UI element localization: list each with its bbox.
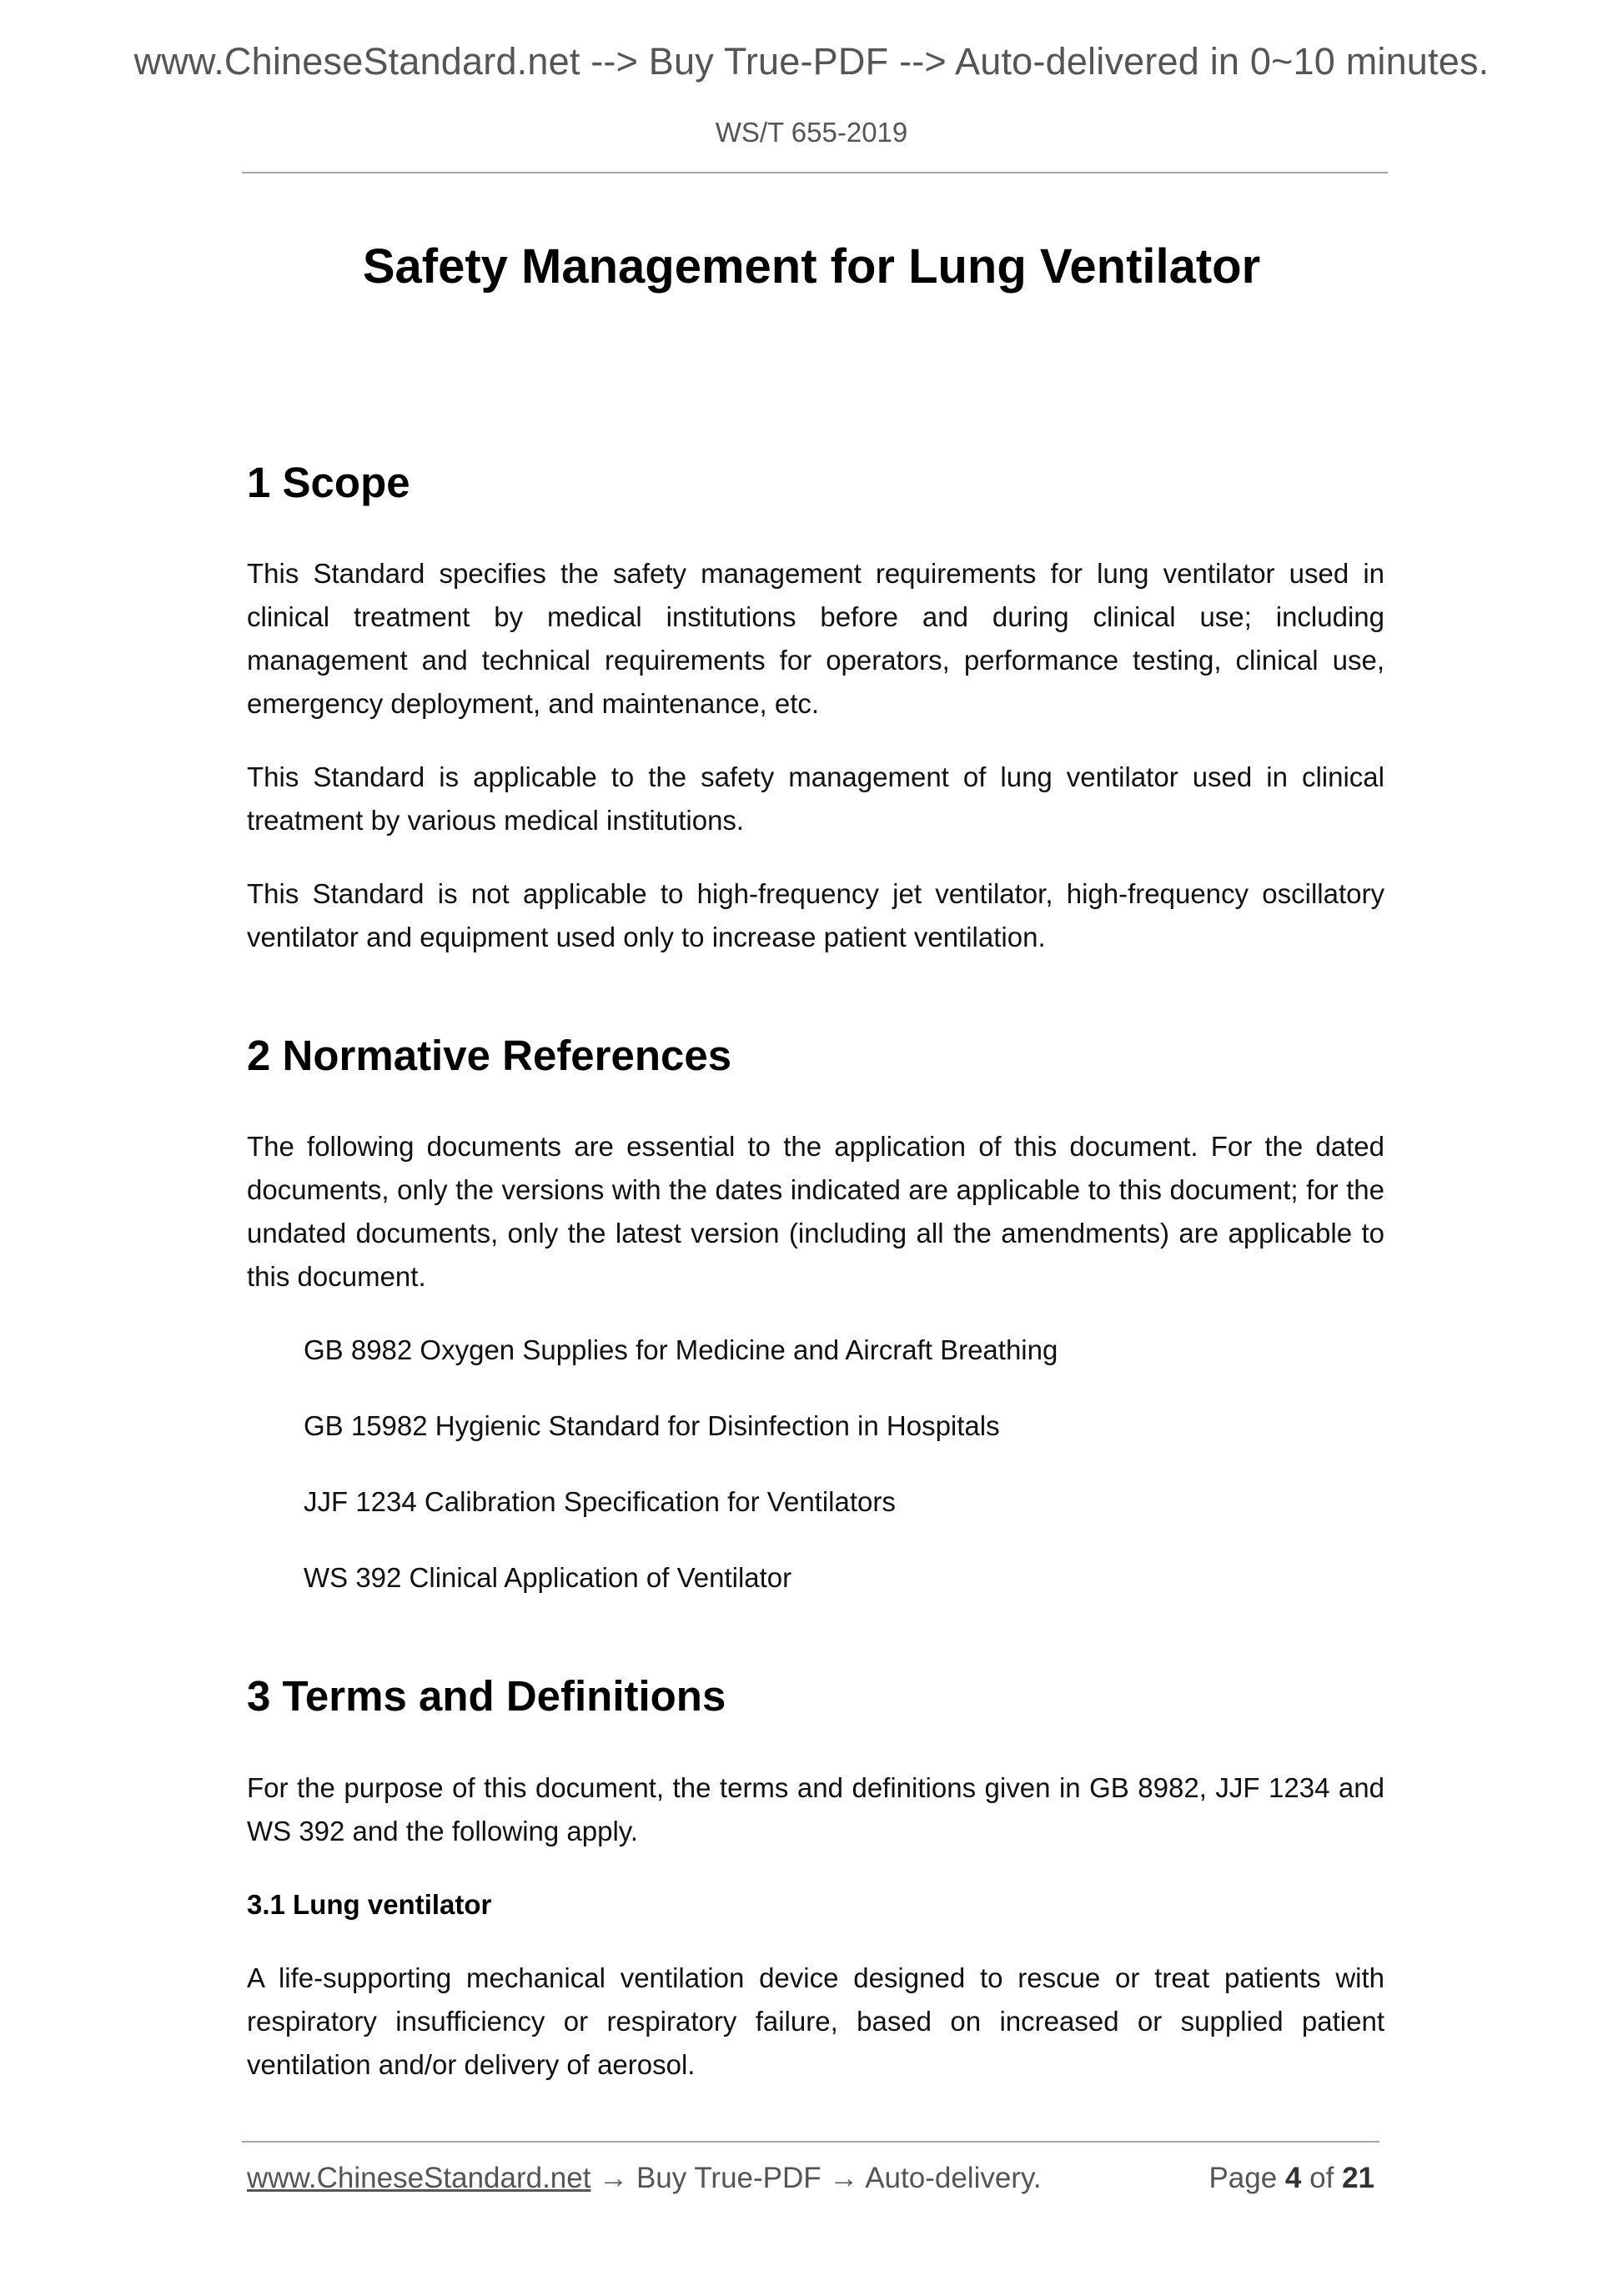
page-current: 4 xyxy=(1284,2162,1302,2194)
footer-buy-text: Buy True-PDF xyxy=(636,2162,822,2194)
footer-auto-text: Auto-delivery. xyxy=(865,2162,1042,2194)
arrow-right-icon: → xyxy=(829,2162,859,2194)
footer-website-link[interactable]: www.ChineseStandard.net xyxy=(247,2162,591,2194)
document-number: WS/T 655-2019 xyxy=(715,117,908,148)
reference-item: GB 8982 Oxygen Supplies for Medicine and Aircraft Breathing xyxy=(304,1334,1058,1366)
document-title: Safety Management for Lung Ventilator xyxy=(362,239,1261,294)
top-banner[interactable]: www.ChineseStandard.net --> Buy True-PDF --> Auto-delivered in 0~10 minutes. xyxy=(133,40,1490,83)
document-body xyxy=(247,457,1384,2087)
definition-paragraph: A life-supporting mechanical ventilation device designed to rescue or treat patients with respiratory insufficiency or respiratory failure, based on increased or supplied patient ventilation and/or delivery of aerosol. xyxy=(247,1962,1384,2080)
page-indicator xyxy=(1208,2162,1374,2195)
section-heading-scope: 1 Scope xyxy=(247,459,410,506)
section-heading-terms-definitions: 3 Terms and Definitions xyxy=(247,1672,726,1721)
terms-paragraph: For the purpose of this document, the terms and definitions given in GB 8982, JJF 1234 and WS 392 and the following apply. xyxy=(247,1771,1384,1846)
reference-item: GB 15982 Hygienic Standard for Disinfection in Hospitals xyxy=(304,1410,1000,1442)
page-of: of xyxy=(1309,2162,1334,2194)
section-heading-normative-references: 2 Normative References xyxy=(247,1032,732,1080)
reference-item: JJF 1234 Calibration Specification for Ventilators xyxy=(304,1486,896,1518)
subsection-heading-lung-ventilator: 3.1 Lung ventilator xyxy=(247,1888,492,1920)
page-label: Page xyxy=(1208,2162,1278,2194)
reference-item: WS 392 Clinical Application of Ventilator xyxy=(304,1562,792,1594)
footer-divider xyxy=(242,2141,1379,2143)
page-total: 21 xyxy=(1342,2162,1374,2194)
header-divider xyxy=(242,172,1388,173)
scope-paragraph-1: This Standard specifies the safety management requirements for lung ventilator used in clinical treatment by medical institutions before and during clinical use; including management and technical requirements for operators, performance testing, clinical use, emergency deployment, and maintenance, etc. xyxy=(247,558,1384,720)
arrow-right-icon: → xyxy=(599,2162,629,2194)
scope-paragraph-3: This Standard is not applicable to high-frequency jet ventilator, high-frequency oscillatory ventilator and equipment used only to increase patient ventilation. xyxy=(247,878,1384,953)
scope-paragraph-2: This Standard is applicable to the safety management of lung ventilator used in clinical treatment by various medical institutions. xyxy=(247,761,1384,837)
footer-promo xyxy=(247,2162,1042,2195)
normative-paragraph: The following documents are essential to the application of this document. For the dated documents, only the versions with the dates indicated are applicable to this document; for the undated documents, only the latest version (including all the amendments) are applicable to this document. xyxy=(247,1131,1384,1293)
